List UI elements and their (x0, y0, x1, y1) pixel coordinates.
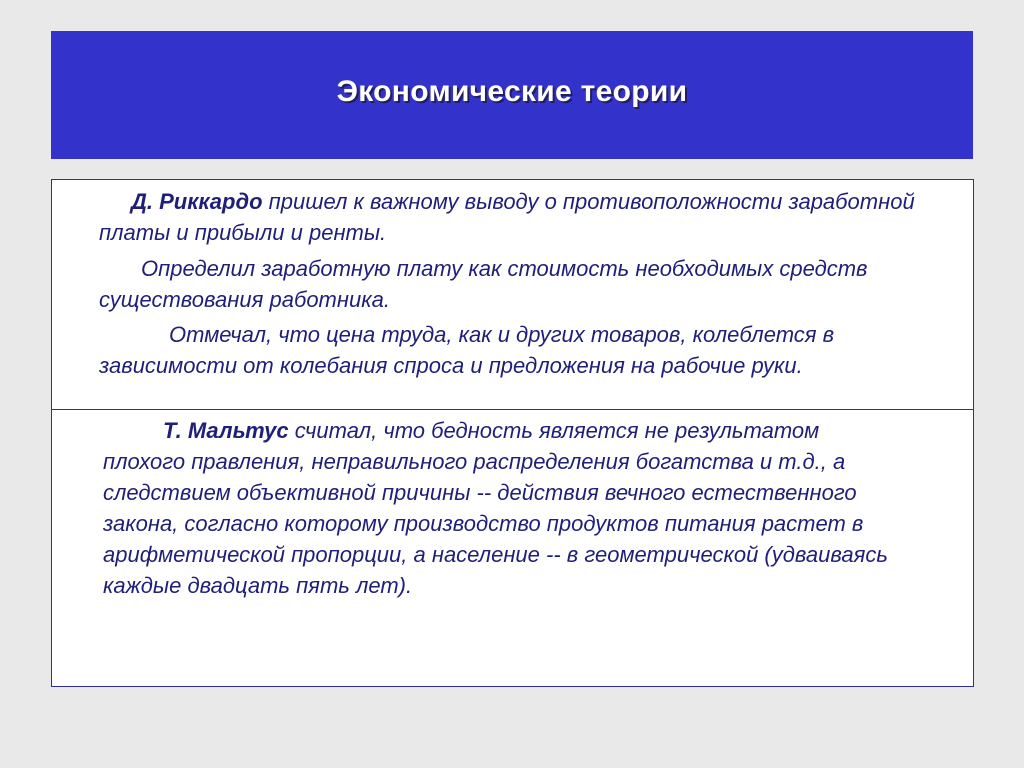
ricardo-paragraph-3: Отмечал, что цена труда, как и других товаров, колеблется в зависимости от колебания спроса и предложения на рабочие руки. (99, 322, 835, 378)
malthus-text: считал, что бедность является не результатом плохого правления, неправильного распределения богатства и т.д., а следствием объективной причины -- действия вечного естественного закона, согласно которому производство продуктов питания растет в арифметической пропорции, а население -- в геометрической (удваиваясь каждые двадцать пять лет). (103, 418, 888, 598)
slide-title: Экономические теории (336, 75, 688, 108)
title-bar (51, 31, 973, 159)
section-divider (52, 409, 973, 410)
ricardo-intro-text: пришел к важному выводу о противоположности заработной платы и прибыли и ренты. (99, 189, 915, 245)
content-box (51, 179, 974, 687)
ricardo-paragraph-2: Определил заработную плату как стоимость необходимых средств существования работника. (99, 256, 868, 312)
ricardo-name: Д. Риккардо (131, 189, 263, 214)
ricardo-paragraph-1 (99, 186, 949, 248)
malthus-paragraph (103, 415, 903, 601)
malthus-name: Т. Мальтус (163, 418, 289, 443)
